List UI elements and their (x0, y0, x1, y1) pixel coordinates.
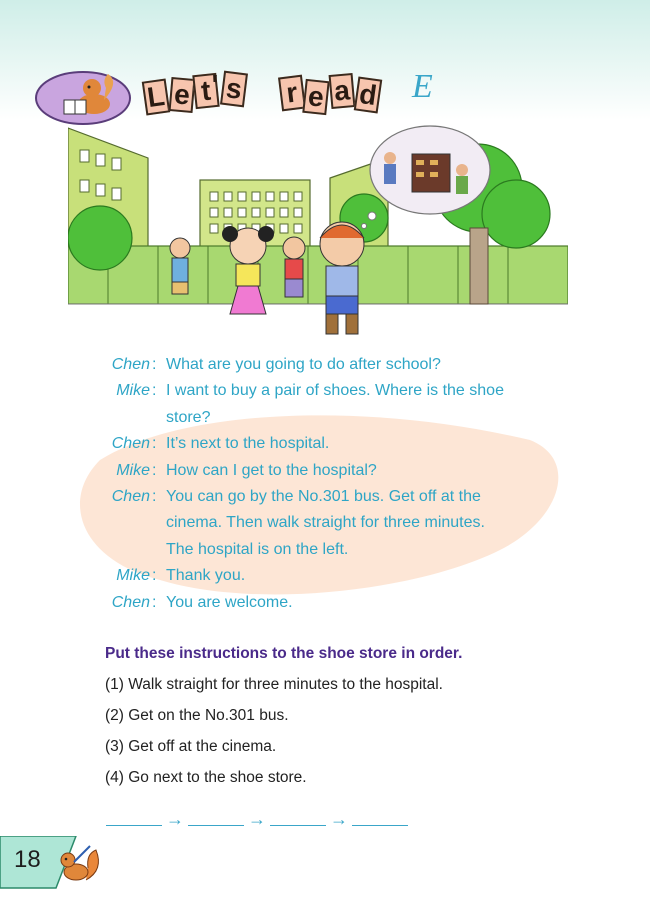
speech-text: It’s next to the hospital. (166, 435, 330, 453)
order-answer-line (106, 808, 408, 829)
dialogue-line: Mike : Thank you. (102, 563, 542, 589)
speaker-name: Chen (111, 356, 150, 373)
title-letter: r (278, 75, 306, 112)
instruction-list (105, 676, 443, 800)
answer-blank-1[interactable] (106, 811, 162, 826)
dialogue-line-cont (102, 537, 542, 563)
dialogue-line-cont (102, 405, 542, 431)
title-letter: d (354, 76, 382, 113)
speaker-name: Mike (116, 461, 150, 479)
dialogue (102, 352, 542, 616)
speech-text: You are welcome. (166, 593, 293, 611)
instruction-item: (4) Go next to the shoe store. (105, 769, 307, 786)
speech-text: How can I get to the hospital? (166, 461, 377, 479)
school-street-illustration (68, 118, 568, 350)
speech-text: What are you going to do after school? (166, 356, 441, 373)
dialogue-line: Chen : You are welcome. (102, 590, 542, 616)
title-letter: a (329, 73, 356, 109)
task-heading: Put these instructions to the shoe store in order. (105, 645, 463, 662)
speaker-name: Chen (111, 488, 150, 506)
arrow-icon: → (248, 809, 266, 829)
speech-text: Thank you. (166, 567, 246, 585)
instruction-item: (2) Get on the No.301 bus. (105, 707, 289, 724)
answer-blank-4[interactable] (352, 811, 408, 826)
title-letter: ' (211, 69, 219, 100)
lets-read-title (140, 66, 390, 116)
boy-with-backpack (170, 238, 190, 294)
speech-text: You can go by the No.301 bus. Get off at the (166, 488, 481, 506)
title-letter: L (142, 78, 170, 115)
section-letter: E (412, 68, 433, 105)
arrow-icon: → (330, 809, 348, 829)
dialogue-line: Mike : I want to buy a pair of shoes. Where is the shoe (102, 378, 542, 404)
speech-text: The hospital is on the left. (166, 540, 349, 558)
arrow-icon: → (166, 809, 184, 829)
instruction-item: (1) Walk straight for three minutes to the hospital. (105, 676, 443, 693)
speech-text: I want to buy a pair of shoes. Where is the shoe (166, 382, 504, 400)
speaker-name: Mike (116, 382, 150, 400)
speaker-name: Chen (111, 435, 150, 453)
title-letter: e (302, 79, 329, 115)
instruction-item: (3) Get off at the cinema. (105, 738, 277, 755)
answer-blank-3[interactable] (270, 811, 326, 826)
title-letter: e (169, 77, 196, 113)
boy-in-red-shirt (283, 237, 305, 297)
speaker-name: Chen (111, 593, 150, 611)
speech-text: cinema. Then walk straight for three minutes. (166, 514, 485, 532)
page-number: 18 (14, 846, 41, 873)
dialogue-line: Chen : It’s next to the hospital. (102, 431, 542, 457)
speaker-name: Mike (116, 567, 150, 585)
title-letter: t (192, 73, 219, 109)
speech-text: store? (166, 408, 211, 426)
dialogue-line-cont (102, 510, 542, 536)
dialogue-line: Chen : What are you going to do after school? (102, 352, 542, 378)
squirrel-icon (56, 840, 106, 888)
dialogue-line: Mike : How can I get to the hospital? (102, 458, 542, 484)
answer-blank-2[interactable] (188, 811, 244, 826)
dialogue-line: Chen : You can go by the No.301 bus. Get off at the (102, 484, 542, 510)
title-letter: s (220, 71, 248, 108)
